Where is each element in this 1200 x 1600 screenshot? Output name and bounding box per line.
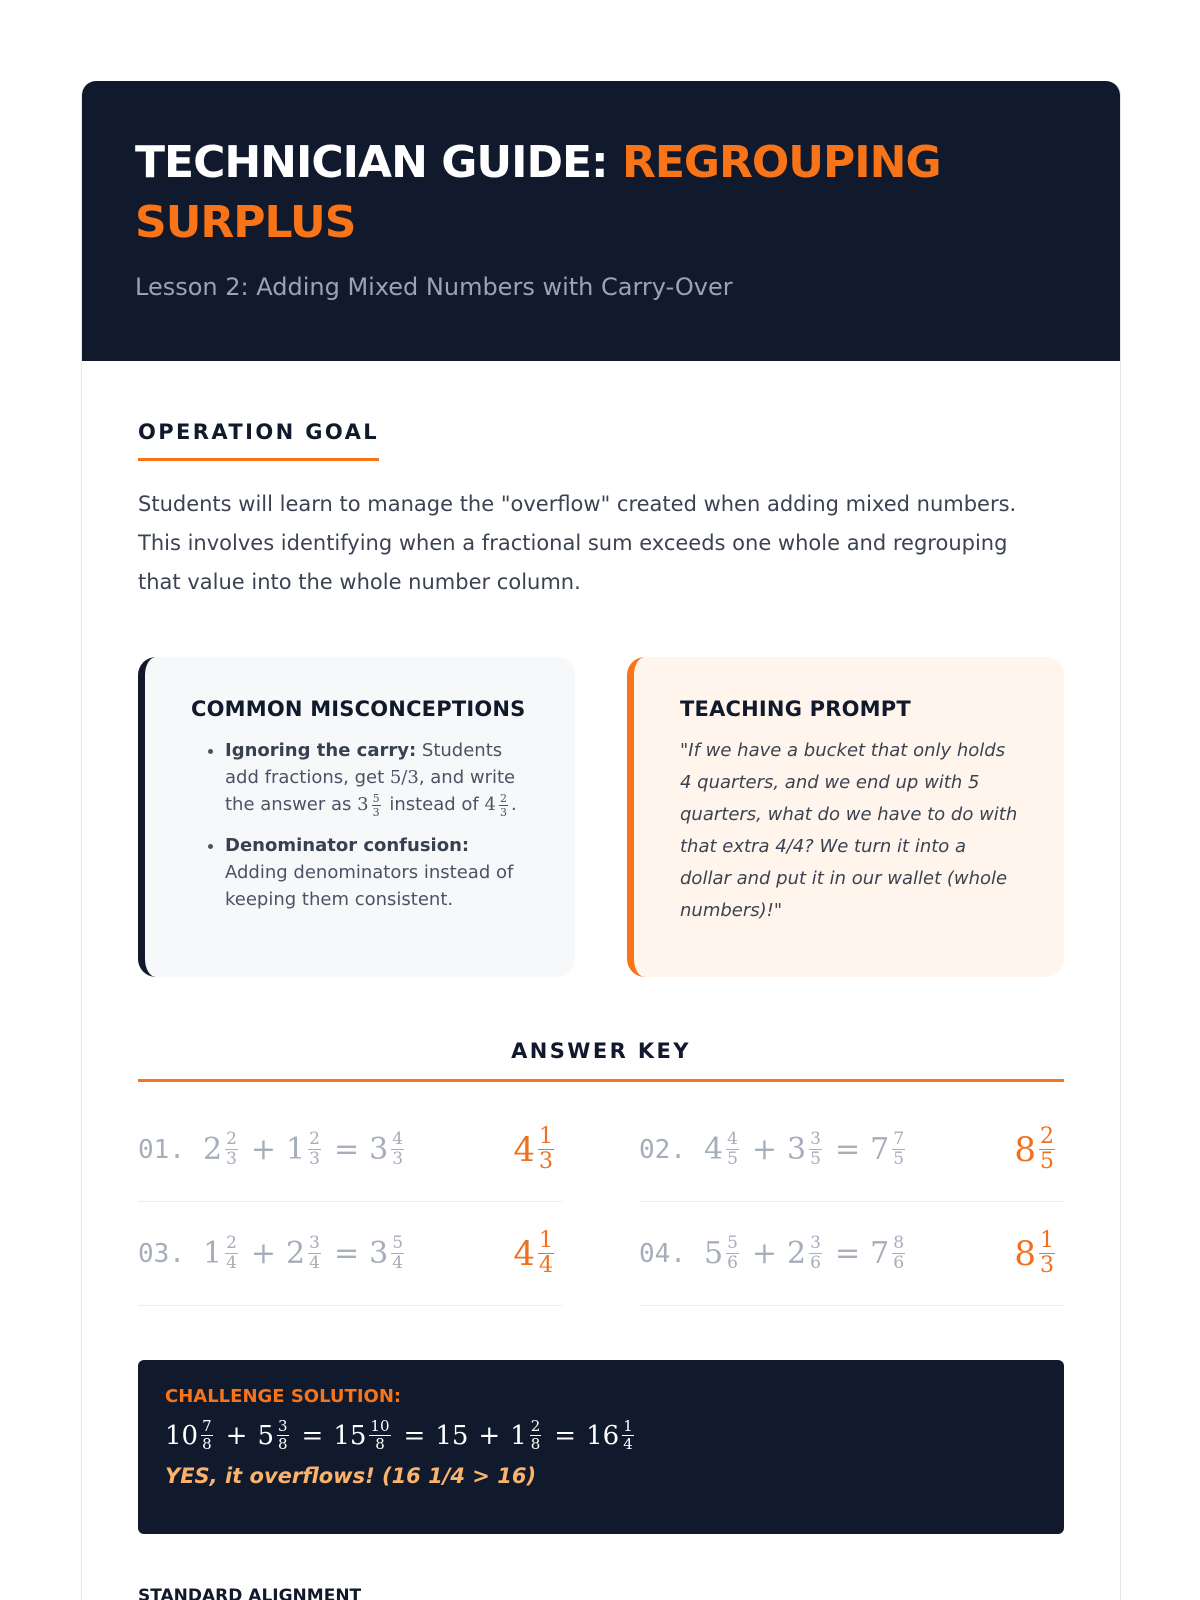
answer — [513, 1230, 557, 1277]
whole: 1 — [202, 1236, 223, 1271]
problem — [639, 1235, 908, 1272]
title-accent: REGROUPING SURPLUS — [135, 137, 941, 248]
challenge-solution-box — [138, 1360, 1064, 1534]
whole: 5 — [703, 1236, 724, 1271]
title-main: TECHNICIAN GUIDE: — [135, 137, 622, 188]
page-title — [135, 133, 1067, 253]
problem-number: 02. — [639, 1134, 686, 1165]
answer-item — [639, 1098, 1064, 1202]
whole: 4 — [703, 1132, 724, 1167]
info-cards — [138, 657, 1064, 977]
answer-key-grid — [138, 1098, 1064, 1306]
equals-sign: = — [333, 1236, 360, 1271]
problem-number: 03. — [138, 1238, 185, 1269]
fraction: $\frac{3}{5}$ — [810, 1129, 821, 1169]
fraction: $\frac{5}{6}$ — [727, 1233, 738, 1273]
main-content — [82, 361, 1120, 1600]
goal-heading: OPERATION GOAL — [138, 420, 379, 461]
fraction: $\frac{2}{4}$ — [226, 1233, 237, 1273]
equals-sign: = — [333, 1132, 360, 1167]
prompt-heading: TEACHING PROMPT — [680, 697, 911, 721]
answer-fraction: $\frac{1}{4}$ — [539, 1228, 553, 1278]
whole: 2 — [202, 1132, 223, 1167]
answer-whole: 4 — [513, 1129, 535, 1170]
answer-fraction: $\frac{2}{5}$ — [1040, 1124, 1054, 1174]
whole: 1 — [286, 1132, 306, 1167]
fraction: $\frac{8}{6}$ — [893, 1233, 905, 1273]
fraction: $\frac{3}{4}$ — [309, 1233, 320, 1273]
misconception-label: Ignoring the carry: — [225, 740, 417, 761]
fraction: $\frac{5}{4}$ — [392, 1233, 404, 1273]
challenge-equation: 10 $\frac{7}{8}$ + 5 $\frac{3}{8}$ = 15 $\frac{10}{8}$ = 15 + 1 $\frac{2}{8}$ = 16 $\frac{1}{4}$ — [165, 1417, 633, 1453]
answer-whole: 8 — [1014, 1233, 1036, 1274]
whole: 2 — [286, 1236, 306, 1271]
misconception-text: Students add fractions, get — [225, 740, 503, 788]
problem-number: 01. — [138, 1134, 185, 1165]
standard-alignment-heading: STANDARD ALIGNMENT — [138, 1586, 362, 1600]
misconception-item — [225, 832, 531, 913]
answer-item — [639, 1202, 1064, 1306]
whole: 7 — [870, 1236, 890, 1271]
page-subtitle: Lesson 2: Adding Mixed Numbers with Carry-Over — [135, 273, 733, 301]
challenge-label: CHALLENGE SOLUTION: — [165, 1386, 402, 1407]
correct-answer: 4 $\frac{2}{3}$ — [484, 791, 507, 819]
goal-text: Students will learn to manage the "overflow" created when adding mixed numbers. This involves identifying when a fractional sum exceeds one whole and regrouping that value into the whole number column. — [138, 492, 1017, 594]
teaching-prompt-card — [627, 657, 1064, 977]
plus-sign: + — [250, 1236, 277, 1271]
misconceptions-heading: COMMON MISCONCEPTIONS — [191, 697, 526, 721]
fraction: $\frac{2}{3}$ — [309, 1129, 320, 1169]
whole: 7 — [870, 1132, 890, 1167]
problem-number: 04. — [639, 1238, 686, 1269]
problem — [639, 1131, 908, 1168]
misconception-text: instead of — [383, 794, 485, 815]
fraction: $\frac{3}{6}$ — [810, 1233, 821, 1273]
misconceptions-list — [191, 737, 531, 913]
wrong-answer: 3 $\frac{5}{3}$ — [357, 791, 380, 819]
answer-item — [138, 1098, 563, 1202]
whole: 3 — [787, 1132, 807, 1167]
misconceptions-card — [138, 657, 575, 977]
plus-sign: + — [751, 1236, 778, 1271]
header-banner — [82, 81, 1120, 361]
misconception-text: , and write the answer as — [225, 767, 516, 815]
fraction: $\frac{4}{3}$ — [392, 1129, 404, 1169]
answer-item — [138, 1202, 563, 1306]
problem — [138, 1131, 407, 1168]
answer-whole: 4 — [513, 1233, 535, 1274]
answer-key-heading: ANSWER KEY — [138, 1039, 1064, 1082]
misconception-label: Denominator confusion: — [225, 835, 470, 856]
answer-fraction: $\frac{1}{3}$ — [1040, 1228, 1054, 1278]
fraction: $\frac{7}{5}$ — [893, 1129, 905, 1169]
problem — [138, 1235, 407, 1272]
misconception-text: Adding denominators instead of keeping them consistent. — [225, 862, 514, 910]
answer — [1014, 1126, 1058, 1173]
whole: 3 — [369, 1236, 389, 1271]
plus-sign: + — [751, 1132, 778, 1167]
answer — [1014, 1230, 1058, 1277]
fraction: $\frac{2}{3}$ — [226, 1129, 237, 1169]
fraction: $\frac{4}{5}$ — [727, 1129, 738, 1169]
answer-whole: 8 — [1014, 1129, 1036, 1170]
whole: 2 — [787, 1236, 807, 1271]
challenge-verdict: YES, it overflows! (16 1/4 > 16) — [165, 1464, 537, 1488]
equals-sign: = — [834, 1236, 861, 1271]
prompt-quote: "If we have a bucket that only holds 4 quarters, and we end up with 5 quarters, what do we have to do with that extra 4/4? We turn it into a dollar and put it in our wallet (whole numbers)!" — [680, 740, 1018, 921]
misconception-text: . — [510, 794, 517, 815]
whole: 3 — [369, 1132, 389, 1167]
misconception-fraction: 5/3 — [389, 767, 419, 788]
answer — [513, 1126, 557, 1173]
misconception-item — [225, 737, 531, 818]
lesson-guide-page — [81, 81, 1121, 1600]
plus-sign: + — [250, 1132, 277, 1167]
equals-sign: = — [834, 1132, 861, 1167]
answer-fraction: $\frac{1}{3}$ — [539, 1124, 553, 1174]
